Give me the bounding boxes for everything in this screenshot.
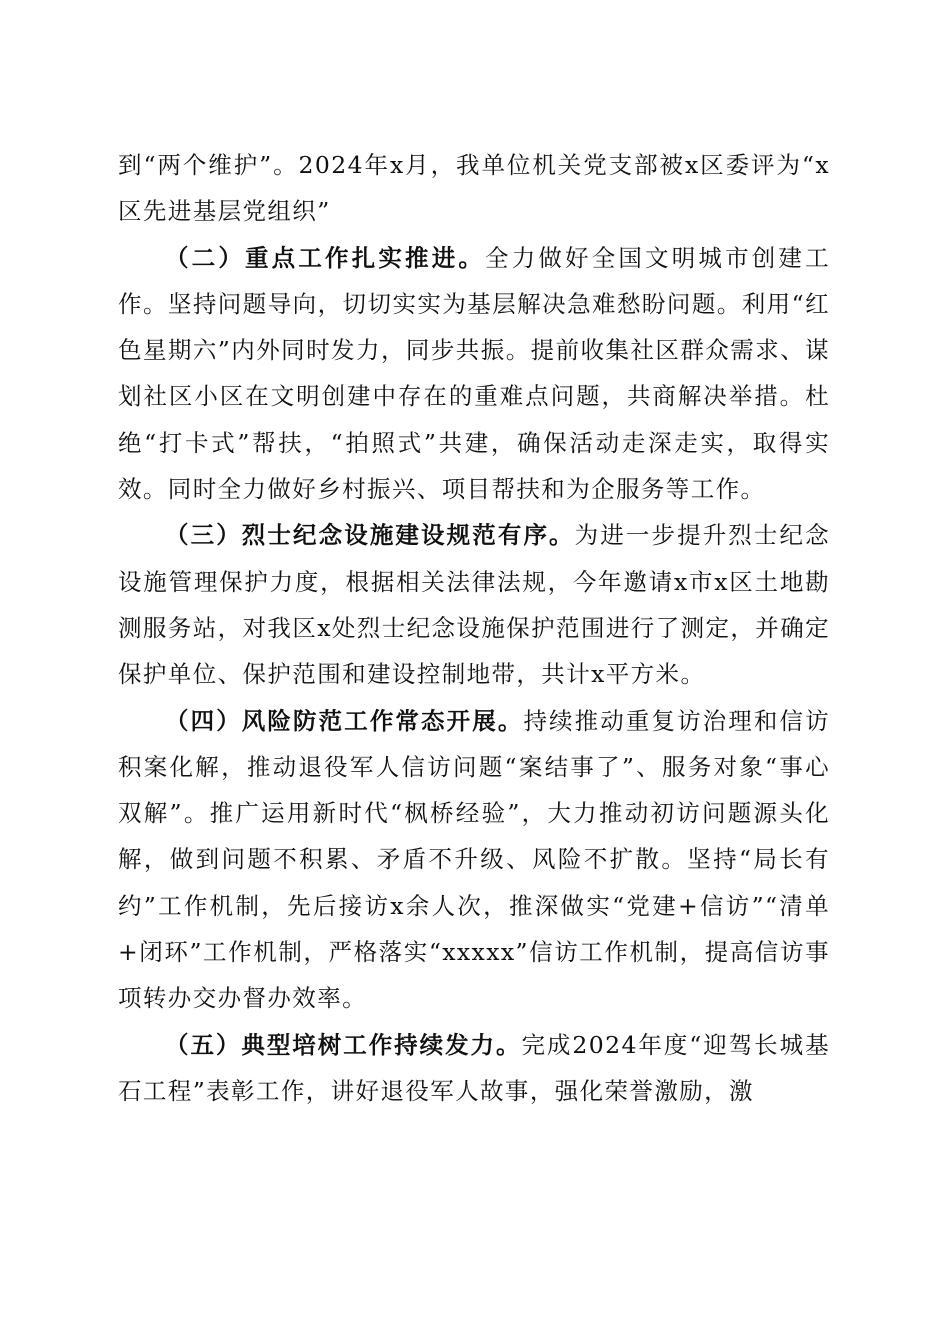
paragraph-4-heading: （四）风险防范工作常态开展。	[165, 706, 524, 735]
paragraph-5-heading: （五）典型培树工作持续发力。	[165, 1030, 522, 1059]
paragraph-3-body: 为进一步提升烈士纪念设施管理保护力度，根据相关法律法规，今年邀请x市x区土地勘测服务站，对我区x处烈士纪念设施保护范围进行了测定，并确定保护单位、保护范围和建设控制地带，共计x平方米。	[118, 521, 831, 689]
paragraph-3	[118, 512, 830, 697]
document-body	[118, 142, 830, 1114]
paragraph-5-body: 完成2024年度“迎驾长城基石工程”表彰工作，讲好退役军人故事，强化荣誉激励，激	[118, 1030, 831, 1105]
paragraph-3-heading: （三）烈士纪念设施建设规范有序。	[165, 521, 575, 550]
paragraph-1	[118, 142, 830, 235]
paragraph-2-body: 全力做好全国文明城市创建工作。坚持问题导向，切切实实为基层解决急难愁盼问题。利用“红色星期六”内外同时发力，同步共振。提前收集社区群众需求、谋划社区小区在文明创建中存在的重难点问题，共商解决举措。杜绝“打卡式”帮扶，“拍照式”共建，确保活动走深走实，取得实效。同时全力做好乡村振兴、项目帮扶和为企服务等工作。	[118, 243, 830, 504]
paragraph-4-body: 持续推动重复访治理和信访积案化解，推动退役军人信访问题“案结事了”、服务对象“事心双解”。推广运用新时代“枫桥经验”，大力推动初访问题源头化解，做到问题不积累、矛盾不升级、风险不扩散。坚持“局长有约”工作机制，先后接访x余人次，推深做实“党建+信访”“清单+闭环”工作机制，严格落实“xxxxx”信访工作机制，提高信访事项转办交办督办效率。	[118, 706, 830, 1013]
paragraph-5	[118, 1022, 830, 1115]
paragraph-1-body: 到“两个维护”。2024年x月，我单位机关党支部被x区委评为“x区先进基层党组织”	[118, 151, 830, 226]
paragraph-2	[118, 235, 830, 513]
paragraph-2-heading: （二）重点工作扎实推进。	[165, 243, 486, 272]
paragraph-4	[118, 698, 830, 1022]
